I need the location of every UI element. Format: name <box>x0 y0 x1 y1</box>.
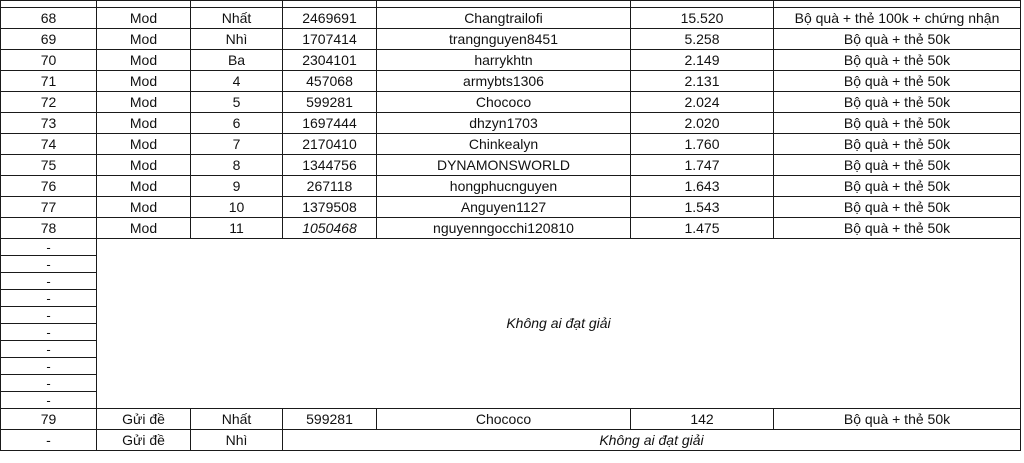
cell-prize: Bộ quà + thẻ 50k <box>774 218 1021 239</box>
cell-prize: Bộ quà + thẻ 50k <box>774 197 1021 218</box>
cell-stt: - <box>1 358 97 375</box>
cell-score: 2.024 <box>631 92 774 113</box>
cell-id: 1707414 <box>283 29 377 50</box>
cell-id: 1379508 <box>283 197 377 218</box>
cell-prize: Bộ quà + thẻ 50k <box>774 71 1021 92</box>
cell-id: 2469691 <box>283 8 377 29</box>
cell-category: Mod <box>97 197 191 218</box>
cell-name: armybts1306 <box>377 71 631 92</box>
cell-name: DYNAMONSWORLD <box>377 155 631 176</box>
cell-prize: Bộ quà + thẻ 50k <box>774 50 1021 71</box>
cell-stt: - <box>1 392 97 409</box>
cell-name: dhzyn1703 <box>377 113 631 134</box>
cell-id: 2170410 <box>283 134 377 155</box>
cell-id: 599281 <box>283 409 377 430</box>
cell-rank: 11 <box>191 218 283 239</box>
table-row <box>1 29 1021 50</box>
cell-rank: Nhì <box>191 29 283 50</box>
cell-stt: 76 <box>1 176 97 197</box>
cell-stt: 72 <box>1 92 97 113</box>
cell-prize: Bộ quà + thẻ 50k <box>774 113 1021 134</box>
cell-prize: Bộ quà + thẻ 50k <box>774 176 1021 197</box>
cell-name: trangnguyen8451 <box>377 29 631 50</box>
cell-name: Chinkealyn <box>377 134 631 155</box>
table-row <box>1 430 1021 451</box>
table-row <box>1 71 1021 92</box>
cell-prize: Bộ quà + thẻ 100k + chứng nhận <box>774 8 1021 29</box>
cell-rank: Nhì <box>191 430 283 451</box>
cell-name: hongphucnguyen <box>377 176 631 197</box>
cell-score: 1.543 <box>631 197 774 218</box>
no-winner-note: Không ai đạt giải <box>283 430 1021 451</box>
cell-category: Mod <box>97 113 191 134</box>
cell-stt: 69 <box>1 29 97 50</box>
cell-stt: 74 <box>1 134 97 155</box>
table-row <box>1 134 1021 155</box>
cell-category: Mod <box>97 92 191 113</box>
cell-name: Chococo <box>377 92 631 113</box>
cell-score: 2.131 <box>631 71 774 92</box>
table-row <box>1 409 1021 430</box>
table-row <box>1 113 1021 134</box>
cell-rank: 9 <box>191 176 283 197</box>
cell-name: harrykhtn <box>377 50 631 71</box>
cell-prize: Bộ quà + thẻ 50k <box>774 92 1021 113</box>
cell-score: 142 <box>631 409 774 430</box>
cell-category: Mod <box>97 29 191 50</box>
cell-rank: 4 <box>191 71 283 92</box>
cell-rank: Nhất <box>191 8 283 29</box>
cell-stt: - <box>1 324 97 341</box>
cell-id: 1697444 <box>283 113 377 134</box>
cell-stt: - <box>1 290 97 307</box>
cell-score: 1.760 <box>631 134 774 155</box>
cell-prize: Bộ quà + thẻ 50k <box>774 155 1021 176</box>
cell-stt: - <box>1 430 97 451</box>
cell-stt: - <box>1 239 97 256</box>
cell-stt: - <box>1 341 97 358</box>
cell-score: 1.643 <box>631 176 774 197</box>
table-row <box>1 218 1021 239</box>
table-row <box>1 8 1021 29</box>
cell-stt: - <box>1 375 97 392</box>
table-row-empty <box>1 239 1021 256</box>
cell-score: 2.020 <box>631 113 774 134</box>
cell-rank: 10 <box>191 197 283 218</box>
cell-prize: Bộ quà + thẻ 50k <box>774 409 1021 430</box>
cell-category: Mod <box>97 71 191 92</box>
table-row <box>1 92 1021 113</box>
cell-category: Mod <box>97 8 191 29</box>
cell-id: 1344756 <box>283 155 377 176</box>
cell-category: Mod <box>97 134 191 155</box>
cell-name: Chococo <box>377 409 631 430</box>
cell-stt: - <box>1 307 97 324</box>
cell-score: 2.149 <box>631 50 774 71</box>
results-table-body <box>1 1 1021 451</box>
cell-prize: Bộ quà + thẻ 50k <box>774 29 1021 50</box>
cell-stt: 73 <box>1 113 97 134</box>
cell-score: 1.475 <box>631 218 774 239</box>
cell-name: nguyenngocchi120810 <box>377 218 631 239</box>
cell-id: 267118 <box>283 176 377 197</box>
cell-category: Mod <box>97 176 191 197</box>
cell-stt: - <box>1 256 97 273</box>
cell-id: 599281 <box>283 92 377 113</box>
cell-category: Gửi đề <box>97 430 191 451</box>
cell-category: Mod <box>97 218 191 239</box>
cell-prize: Bộ quà + thẻ 50k <box>774 134 1021 155</box>
table-row <box>1 50 1021 71</box>
cell-rank: 5 <box>191 92 283 113</box>
cut-off-top-row <box>1 1 1021 8</box>
cell-stt: - <box>1 273 97 290</box>
cell-rank: 8 <box>191 155 283 176</box>
table-row <box>1 155 1021 176</box>
cell-id: 457068 <box>283 71 377 92</box>
no-winner-note: Không ai đạt giải <box>97 239 1021 409</box>
cell-id: 2304101 <box>283 50 377 71</box>
cell-category: Mod <box>97 50 191 71</box>
cell-stt: 79 <box>1 409 97 430</box>
cell-id: 1050468 <box>283 218 377 239</box>
table-row <box>1 176 1021 197</box>
cell-rank: Nhất <box>191 409 283 430</box>
cell-stt: 70 <box>1 50 97 71</box>
cell-score: 15.520 <box>631 8 774 29</box>
cell-stt: 75 <box>1 155 97 176</box>
cell-score: 5.258 <box>631 29 774 50</box>
cell-stt: 71 <box>1 71 97 92</box>
cell-rank: Ba <box>191 50 283 71</box>
cell-category: Gửi đề <box>97 409 191 430</box>
cell-stt: 77 <box>1 197 97 218</box>
cell-name: Anguyen1127 <box>377 197 631 218</box>
cell-rank: 6 <box>191 113 283 134</box>
cell-score: 1.747 <box>631 155 774 176</box>
cell-category: Mod <box>97 155 191 176</box>
cell-name: Changtrailofi <box>377 8 631 29</box>
cell-stt: 78 <box>1 218 97 239</box>
cell-stt: 68 <box>1 8 97 29</box>
table-row <box>1 197 1021 218</box>
cell-rank: 7 <box>191 134 283 155</box>
